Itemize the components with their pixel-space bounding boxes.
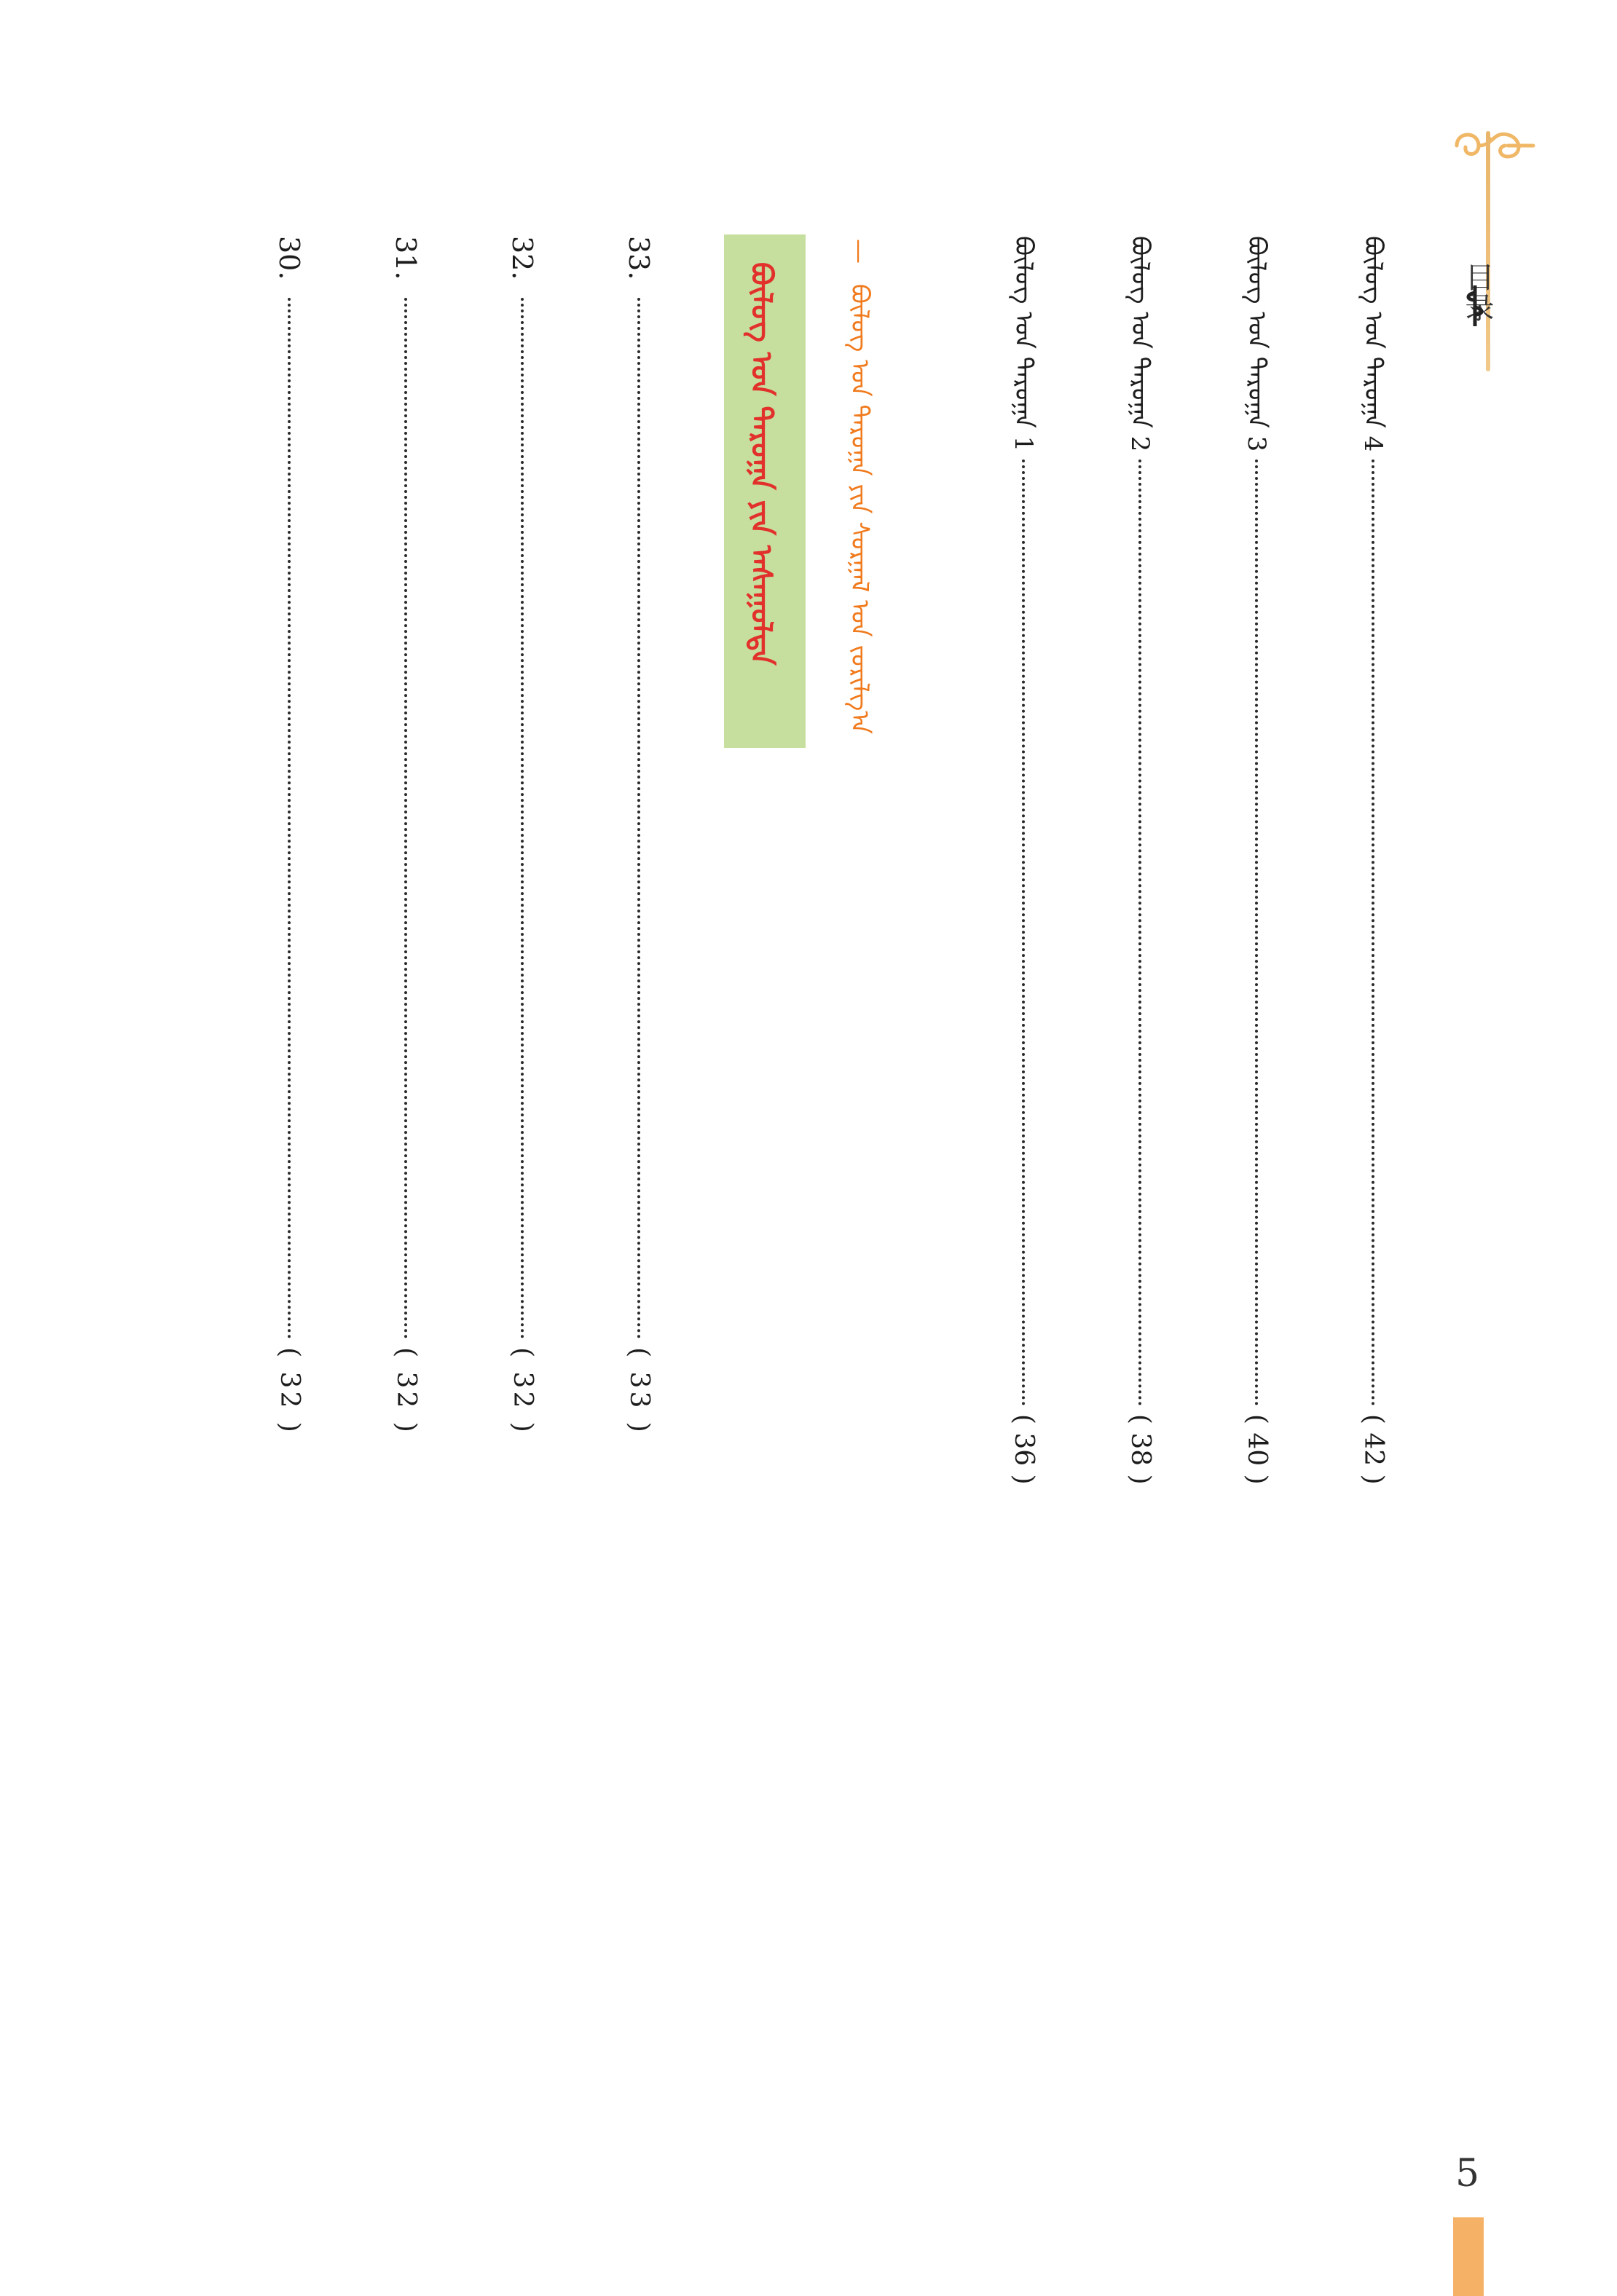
section-title: ᠪᠦᠯᠦᠭ ᠤᠨ ᠳᠠᠷᠤᠭᠠ ᠶᠢᠨ ᠠᠰᠠᠭᠤᠯᠲᠠ xyxy=(744,262,779,666)
page-number: 5 xyxy=(1455,2152,1480,2196)
leader-dots xyxy=(404,298,407,1339)
entry-label: ᠪᠦᠯᠦᠭ ᠤᠨ ᠳᠠᠷᠤᠭᠠ 1 xyxy=(1009,236,1038,452)
entry-label: ᠪᠦᠯᠦᠭ ᠤᠨ ᠳᠠᠷᠤᠭᠠ 4 xyxy=(1358,236,1388,452)
leader-dots xyxy=(521,298,524,1339)
leader-dots xyxy=(1022,459,1025,1406)
toc-entry-3[interactable] xyxy=(1238,236,1275,1485)
entry-page: ( 32 ) xyxy=(275,1347,304,1435)
leader-dots xyxy=(1255,459,1258,1406)
toc-entry-33[interactable] xyxy=(621,236,657,1435)
toc-entry-31[interactable] xyxy=(387,236,424,1435)
entry-label: ᠪᠦᠯᠦᠭ ᠤᠨ ᠳᠠᠷᠤᠭᠠ 3 xyxy=(1242,236,1271,452)
entry-page: ( 38 ) xyxy=(1125,1413,1155,1485)
leader-dots xyxy=(1372,459,1374,1406)
entry-number: 33. xyxy=(623,236,655,280)
header-mongolian-word xyxy=(1460,284,1490,328)
toc-entry-32[interactable] xyxy=(504,236,540,1435)
toc-entry-4[interactable] xyxy=(1355,236,1391,1485)
leader-dots xyxy=(288,298,291,1339)
header-title: 目录 xyxy=(1460,262,1494,323)
leader-dots xyxy=(1138,459,1141,1406)
running-header xyxy=(1428,109,1559,371)
entry-number: 30. xyxy=(273,236,305,280)
section-subtitle: — ᠪᠦᠯᠦᠭ ᠤᠨ ᠳᠠᠷᠤᠭᠠ ᠶᠢᠨ ᠰᠤᠷᠭᠠᠯ ᠤᠨ ᠵᠣᠷᠢᠯᠭ᠎ᠠ xyxy=(845,239,874,734)
entry-page: ( 33 ) xyxy=(624,1347,654,1435)
toc-entry-30[interactable] xyxy=(271,236,307,1435)
entry-label: ᠪᠦᠯᠦᠭ ᠤᠨ ᠳᠠᠷᠤᠭᠠ 2 xyxy=(1125,236,1154,452)
scroll-ornament-icon xyxy=(1449,124,1537,167)
toc-entry-2[interactable] xyxy=(1122,236,1158,1485)
entry-page: ( 40 ) xyxy=(1242,1413,1272,1485)
entry-page: ( 42 ) xyxy=(1358,1413,1388,1485)
entry-number: 31. xyxy=(390,236,422,280)
entry-number: 32. xyxy=(506,236,538,280)
entry-page: ( 36 ) xyxy=(1009,1413,1039,1485)
leader-dots xyxy=(637,298,640,1339)
entry-page: ( 32 ) xyxy=(391,1347,421,1435)
page-tab-bar xyxy=(1453,2217,1484,2296)
toc-entry-1[interactable] xyxy=(1005,236,1042,1485)
header-rule xyxy=(1486,131,1490,371)
entry-page: ( 32 ) xyxy=(508,1347,538,1435)
